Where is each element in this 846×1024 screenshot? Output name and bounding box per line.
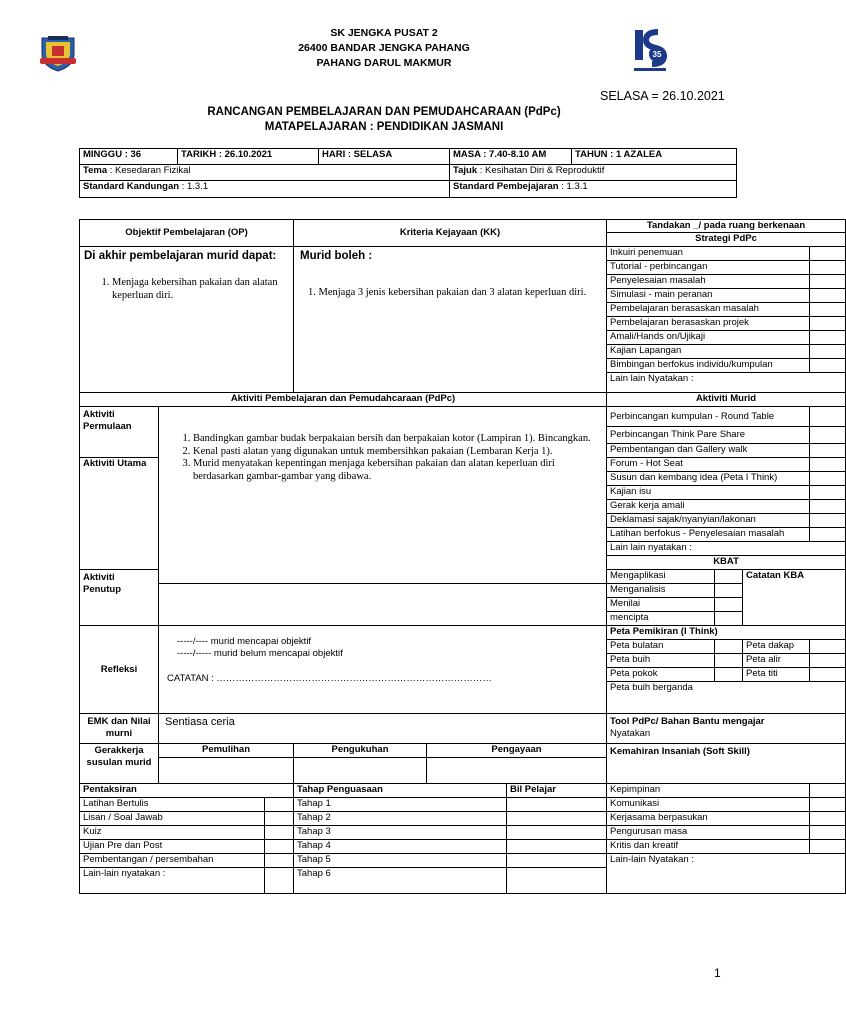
strategy-checkbox[interactable] — [810, 331, 846, 345]
tahap-item: Tahap 1 — [294, 798, 507, 812]
murid-item: Lain lain nyatakan : — [607, 542, 846, 556]
peta-checkbox[interactable] — [810, 654, 846, 668]
tahap-item: Tahap 2 — [294, 812, 507, 826]
kbat-checkbox[interactable] — [715, 612, 743, 626]
kbat-checkbox[interactable] — [715, 570, 743, 584]
soft-skill-header: Kemahiran Insaniah (Soft Skill) — [607, 744, 846, 784]
tarikh: TARIKH : 26.10.2021 — [178, 149, 319, 165]
strategy-item: Amali/Hands on/Ujikaji — [607, 331, 810, 345]
bil-pelajar-field[interactable] — [507, 868, 607, 894]
op-intro: Di akhir pembelajaran murid dapat: — [84, 250, 277, 262]
pengayaan-header: Pengayaan — [427, 744, 607, 758]
strategy-checkbox[interactable] — [810, 359, 846, 373]
student-activities-header: Aktiviti Murid — [607, 393, 846, 407]
pengukuhan-header: Pengukuhan — [294, 744, 427, 758]
page-number: 1 — [714, 966, 721, 980]
bil-pelajar-field[interactable] — [507, 840, 607, 854]
tool-cell — [607, 714, 846, 744]
sp-label: Standard Pembejajaran — [453, 181, 559, 192]
activity-step: 3. Murid menyatakan kepentingan menjaga kebersihan pakaian dan alatan keperluan diri berdasarkan gambar-gambar yang dibawa. — [193, 458, 602, 483]
kk-item: 1. Menjaga 3 jenis kebersihan pakaian dan 3 alatan keperluan diri. — [308, 287, 587, 298]
strategy-checkbox[interactable] — [810, 289, 846, 303]
murid-item: Latihan berfokus - Penyelesaian masalah — [607, 528, 810, 542]
activity-steps-list — [163, 433, 602, 483]
document-title: RANCANGAN PEMBELAJARAN DAN PEMUDAHCARAAN (PdPc) — [207, 106, 561, 118]
sk-label: Standard Kandungan — [83, 181, 180, 192]
pemulihan-field[interactable] — [159, 758, 294, 784]
peta-pemikiran-header: Peta Pemikiran (I Think) — [607, 626, 846, 640]
tema — [80, 165, 450, 181]
strategy-item: Kajian Lapangan — [607, 345, 810, 359]
tajuk — [450, 165, 737, 181]
pentaksiran-checkbox[interactable] — [265, 868, 294, 894]
op-list — [84, 277, 289, 302]
pentaksiran-item: Lain-lain nyatakan : — [80, 868, 265, 894]
kbat-item: Menganalisis — [607, 584, 715, 598]
strategy-item: Simulasi - main peranan — [607, 289, 810, 303]
peta-item: Peta buih — [607, 654, 715, 668]
peta-checkbox[interactable] — [810, 640, 846, 654]
tahun: TAHUN : 1 AZALEA — [572, 149, 737, 165]
peta-item: Peta dakap — [743, 640, 810, 654]
strategy-checkbox[interactable] — [810, 303, 846, 317]
tick-instruction: Tandakan _/ pada ruang berkenaan — [607, 220, 846, 233]
murid-item: Perbincangan Think Pare Share — [607, 427, 810, 444]
sk-value: : 1.3.1 — [179, 181, 209, 192]
soft-skill-item: Kerjasama berpasukan — [607, 812, 810, 826]
peta-item: Peta alir — [743, 654, 810, 668]
kk-intro: Murid boleh : — [300, 250, 373, 262]
pdpc-activities-header: Aktiviti Pembelajaran dan Pemudahcaraan (PdPc) — [80, 393, 607, 407]
soft-skill-item: Lain-lain Nyatakan : — [607, 854, 846, 894]
pentaksiran-checkbox[interactable] — [265, 854, 294, 868]
op-item: 1. Menjaga kebersihan pakaian dan alatan keperluan diri. — [112, 277, 289, 302]
bil-pelajar-header: Bil Pelajar — [507, 784, 607, 798]
pentaksiran-item: Pembentangan / persembahan — [80, 854, 265, 868]
peta-checkbox[interactable] — [715, 640, 743, 654]
pentaksiran-item: Latihan Bertulis — [80, 798, 265, 812]
standard-kandungan — [80, 181, 450, 198]
pentaksiran-item: Kuiz — [80, 826, 265, 840]
soft-skill-item: Komunikasi — [607, 798, 810, 812]
pentaksiran-item: Ujian Pre dan Post — [80, 840, 265, 854]
strategy-item: Bimbingan berfokus individu/kumpulan — [607, 359, 810, 373]
sp-value: : 1.3.1 — [558, 181, 588, 192]
murid-checkbox[interactable] — [810, 458, 846, 472]
pentaksiran-checkbox[interactable] — [265, 798, 294, 812]
strategy-checkbox[interactable] — [810, 317, 846, 331]
school-address: 26400 BANDAR JENGKA PAHANG — [298, 42, 470, 54]
activity-step: 2. Kenal pasti alatan yang digunakan untuk membersihkan pakaian (Lembaran Kerja 1). — [193, 446, 602, 459]
pentaksiran-header: Pentaksiran — [80, 784, 294, 798]
soft-skill-checkbox[interactable] — [810, 784, 846, 798]
tool-value: Nyatakan — [610, 728, 651, 739]
tahap-item: Tahap 3 — [294, 826, 507, 840]
murid-checkbox[interactable] — [810, 472, 846, 486]
lesson-info-table — [79, 148, 737, 198]
activity-steps-cell — [159, 407, 607, 584]
bil-pelajar-field[interactable] — [507, 798, 607, 812]
subject-title: MATAPELAJARAN : PENDIDIKAN JASMANI — [264, 121, 504, 133]
masa: MASA : 7.40-8.10 AM — [450, 149, 572, 165]
peta-item: Peta bulatan — [607, 640, 715, 654]
tahap-item: Tahap 6 — [294, 868, 507, 894]
murid-checkbox[interactable] — [810, 444, 846, 458]
kbat-item: Mengaplikasi — [607, 570, 715, 584]
soft-skill-checkbox[interactable] — [810, 812, 846, 826]
murid-item: Pembentangan dan Gallery walk — [607, 444, 810, 458]
murid-item: Gerak kerja amali — [607, 500, 810, 514]
peta-checkbox[interactable] — [810, 668, 846, 682]
pentaksiran-checkbox[interactable] — [265, 826, 294, 840]
soft-skill-item: Pengurusan masa — [607, 826, 810, 840]
strategy-item: Pembelajaran berasaskan projek — [607, 317, 810, 331]
main-plan-table — [79, 219, 846, 894]
soft-skill-item: Kritis dan kreatif — [607, 840, 810, 854]
tahap-item: Tahap 5 — [294, 854, 507, 868]
kk-cell — [294, 247, 607, 393]
school-name: SK JENGKA PUSAT 2 — [330, 27, 438, 39]
murid-checkbox[interactable] — [810, 528, 846, 542]
pentaksiran-checkbox[interactable] — [265, 840, 294, 854]
strategy-checkbox[interactable] — [810, 261, 846, 275]
murid-item: Perbincangan kumpulan - Round Table — [607, 407, 810, 427]
catatan-line: CATATAN : …………………………………………………………………………… — [167, 673, 492, 684]
strategy-checkbox[interactable] — [810, 275, 846, 289]
activity-steps-blank — [159, 584, 607, 626]
peta-checkbox[interactable] — [715, 654, 743, 668]
tema-value: : Kesedaran Fizikal — [107, 165, 191, 176]
refleksi-label: Refleksi — [80, 626, 159, 714]
strategy-item: Inkuiri penemuan — [607, 247, 810, 261]
strategy-checkbox[interactable] — [810, 247, 846, 261]
peta-item: Peta pokok — [607, 668, 715, 682]
tahap-item: Tahap 4 — [294, 840, 507, 854]
standard-pembelajaran — [450, 181, 737, 198]
kbat-checkbox[interactable] — [715, 584, 743, 598]
peta-item: Peta buih berganda — [607, 682, 846, 714]
murid-item: Susun dan kembang idea (Peta I Think) — [607, 472, 810, 486]
strategy-item: Lain lain Nyatakan : — [607, 373, 846, 393]
murid-item: Forum - Hot Seat — [607, 458, 810, 472]
strategy-item: Tutorial - perbincangan — [607, 261, 810, 275]
kbat-item: Menilai — [607, 598, 715, 612]
pengayaan-field[interactable] — [427, 758, 607, 784]
pentaksiran-checkbox[interactable] — [265, 812, 294, 826]
svg-text:35: 35 — [652, 50, 662, 59]
kbat-header: KBAT — [607, 556, 846, 570]
tajuk-value: : Kesihatan Diri & Reproduktif — [477, 165, 605, 176]
refleksi-line-2: -----/----- murid belum mencapai objektif — [177, 648, 343, 659]
lesson-date: SELASA = 26.10.2021 — [600, 89, 725, 103]
op-header: Objektif Pembelajaran (OP) — [80, 220, 294, 247]
pengukuhan-field[interactable] — [294, 758, 427, 784]
murid-checkbox[interactable] — [810, 486, 846, 500]
gerakkerja-label: Gerakkerja susulan murid — [80, 744, 159, 784]
pentaksiran-item: Lisan / Soal Jawab — [80, 812, 265, 826]
peta-item: Peta titi — [743, 668, 810, 682]
hari: HARI : SELASA — [319, 149, 450, 165]
murid-checkbox[interactable] — [810, 500, 846, 514]
emk-label: EMK dan Nilai murni — [80, 714, 159, 744]
soft-skill-checkbox[interactable] — [810, 826, 846, 840]
murid-item: Kajian isu — [607, 486, 810, 500]
refleksi-line-1: -----/---- murid mencapai objektif — [177, 636, 312, 647]
tajuk-label: Tajuk — [453, 165, 478, 176]
bil-pelajar-field[interactable] — [507, 854, 607, 868]
tahap-header: Tahap Penguasaan — [294, 784, 507, 798]
emk-value: Sentiasa ceria — [159, 714, 607, 744]
strategy-header: Strategi PdPc — [607, 233, 846, 247]
refleksi-cell — [159, 626, 607, 714]
peta-checkbox[interactable] — [715, 668, 743, 682]
bil-pelajar-field[interactable] — [507, 826, 607, 840]
murid-checkbox[interactable] — [810, 514, 846, 528]
strategy-item: Penyelesaian masalah — [607, 275, 810, 289]
murid-checkbox[interactable] — [810, 427, 846, 444]
pemulihan-header: Pemulihan — [159, 744, 294, 758]
kbat-item: mencipta — [607, 612, 715, 626]
soft-skill-item: Kepimpinan — [607, 784, 810, 798]
soft-skill-checkbox[interactable] — [810, 840, 846, 854]
kbat-checkbox[interactable] — [715, 598, 743, 612]
catatan-kba: Catatan KBA — [743, 570, 846, 626]
soft-skill-checkbox[interactable] — [810, 798, 846, 812]
tool-header: Tool PdPc/ Bahan Bantu mengajar — [610, 716, 765, 727]
murid-item: Deklamasi sajak/nyanyian/lakonan — [607, 514, 810, 528]
tema-label: Tema — [83, 165, 108, 176]
school-state: PAHANG DARUL MAKMUR — [316, 57, 452, 69]
aktiviti-penutup-label: Aktiviti Penutup — [80, 570, 159, 626]
minggu: MINGGU : 36 — [80, 149, 178, 165]
op-cell — [80, 247, 294, 393]
bil-pelajar-field[interactable] — [507, 812, 607, 826]
kk-header: Kriteria Kejayaan (KK) — [294, 220, 607, 247]
activity-step: 1. Bandingkan gambar budak berpakaian bersih dan berpakaian kotor (Lampiran 1). Bincangkan. — [193, 433, 602, 446]
strategy-item: Pembelajaran berasaskan masalah — [607, 303, 810, 317]
murid-checkbox[interactable] — [810, 407, 846, 427]
aktiviti-permulaan-label: Aktiviti Permulaan — [80, 407, 159, 458]
aktiviti-utama-label: Aktiviti Utama — [80, 458, 159, 570]
strategy-checkbox[interactable] — [810, 345, 846, 359]
